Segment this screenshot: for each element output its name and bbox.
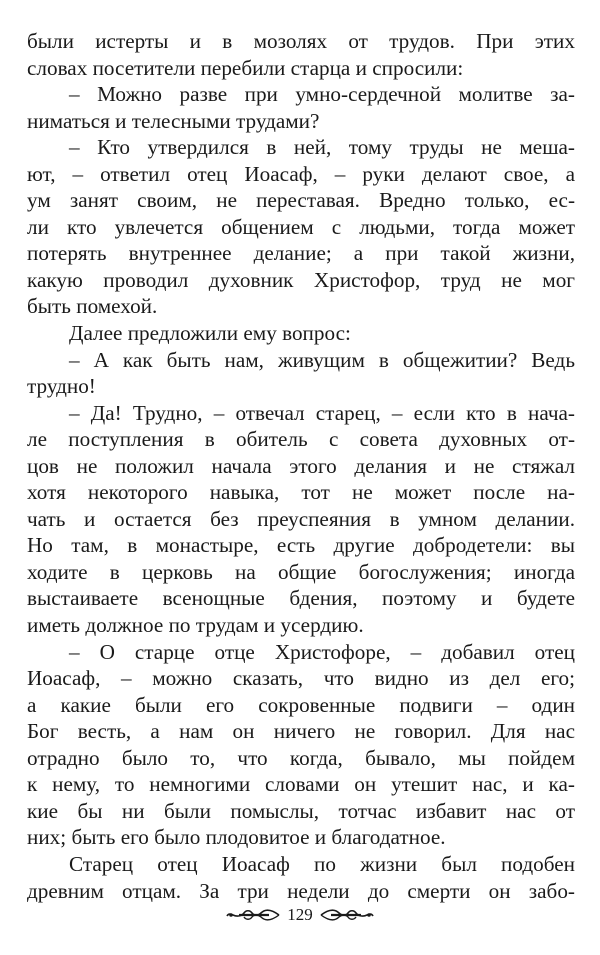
text-line: какую проводил духовник Христофор, труд не мог	[27, 267, 575, 292]
text-line: – Можно разве при умно-сердечной молитве за-	[69, 82, 575, 107]
text-line: были истерты и в мозолях от трудов. При этих	[27, 29, 575, 53]
flourish-ornament-left-icon	[225, 906, 281, 924]
page-number: 129	[287, 905, 313, 924]
text-line: Иоасаф, – можно сказать, что видно из дел его;	[27, 666, 575, 691]
text-line: ум занят своим, не переставая. Вредно только, ес-	[27, 188, 575, 213]
page-footer	[0, 900, 600, 930]
book-page-body	[27, 28, 575, 904]
text-line: – А как быть нам, живущим в общежитии? Ведь	[69, 347, 575, 372]
text-line: потерять внутреннее делание; а при такой жизни,	[27, 241, 575, 266]
text-line: хотя некоторого навыка, тот не может после на-	[27, 480, 575, 505]
text-line: чать и остается без преуспеяния в умном делании.	[27, 506, 575, 531]
text-line: них; быть его было плодовитое и благодатное.	[27, 825, 446, 850]
text-line: а какие были его сокровенные подвиги – один	[27, 692, 575, 717]
text-line: цов не положил начала этого делания и не стяжал	[27, 453, 575, 478]
text-line: иметь должное по трудам и усердию.	[27, 613, 364, 638]
text-line: к нему, то немногими словами он утешит нас, и ка-	[27, 772, 575, 797]
text-line: кие бы ни были помыслы, тотчас избавит нас от	[27, 798, 575, 823]
text-line: Старец отец Иоасаф по жизни был подобен	[69, 851, 575, 876]
text-line: – Кто утвердился в ней, тому труды не меша-	[69, 135, 575, 160]
text-line: Но там, в монастыре, есть другие добродетели: вы	[27, 533, 575, 558]
text-line: трудно!	[27, 374, 96, 399]
text-line: быть помехой.	[27, 294, 158, 319]
text-line: Бог весть, а нам он ничего не говорил. Для нас	[27, 719, 575, 744]
text-line: ходите в церковь на общие богослужения; иногда	[27, 559, 575, 584]
text-line: – Да! Трудно, – отвечал старец, – если кто в нача-	[69, 400, 575, 425]
text-line: Далее предложили ему вопрос:	[69, 321, 351, 346]
text-line: отрадно было то, что когда, бывало, мы пойдем	[27, 745, 575, 770]
text-line: ют, – ответил отец Иоасаф, – руки делают свое, а	[27, 161, 575, 186]
text-line: – О старце отце Христофоре, – добавил отец	[69, 639, 575, 664]
text-line: ле поступления в обитель с совета духовных от-	[27, 427, 575, 452]
flourish-ornament-right-icon	[319, 906, 375, 924]
text-line: ли кто увлечется общением с людьми, тогда может	[27, 214, 575, 239]
text-line: древним отцам. За три недели до смерти он забо-	[27, 878, 575, 903]
text-line: словах посетители перебили старца и спросили:	[27, 55, 464, 80]
text-line: ниматься и телесными трудами?	[27, 108, 320, 133]
text-line: выстаиваете всенощные бдения, поэтому и будете	[27, 586, 575, 611]
